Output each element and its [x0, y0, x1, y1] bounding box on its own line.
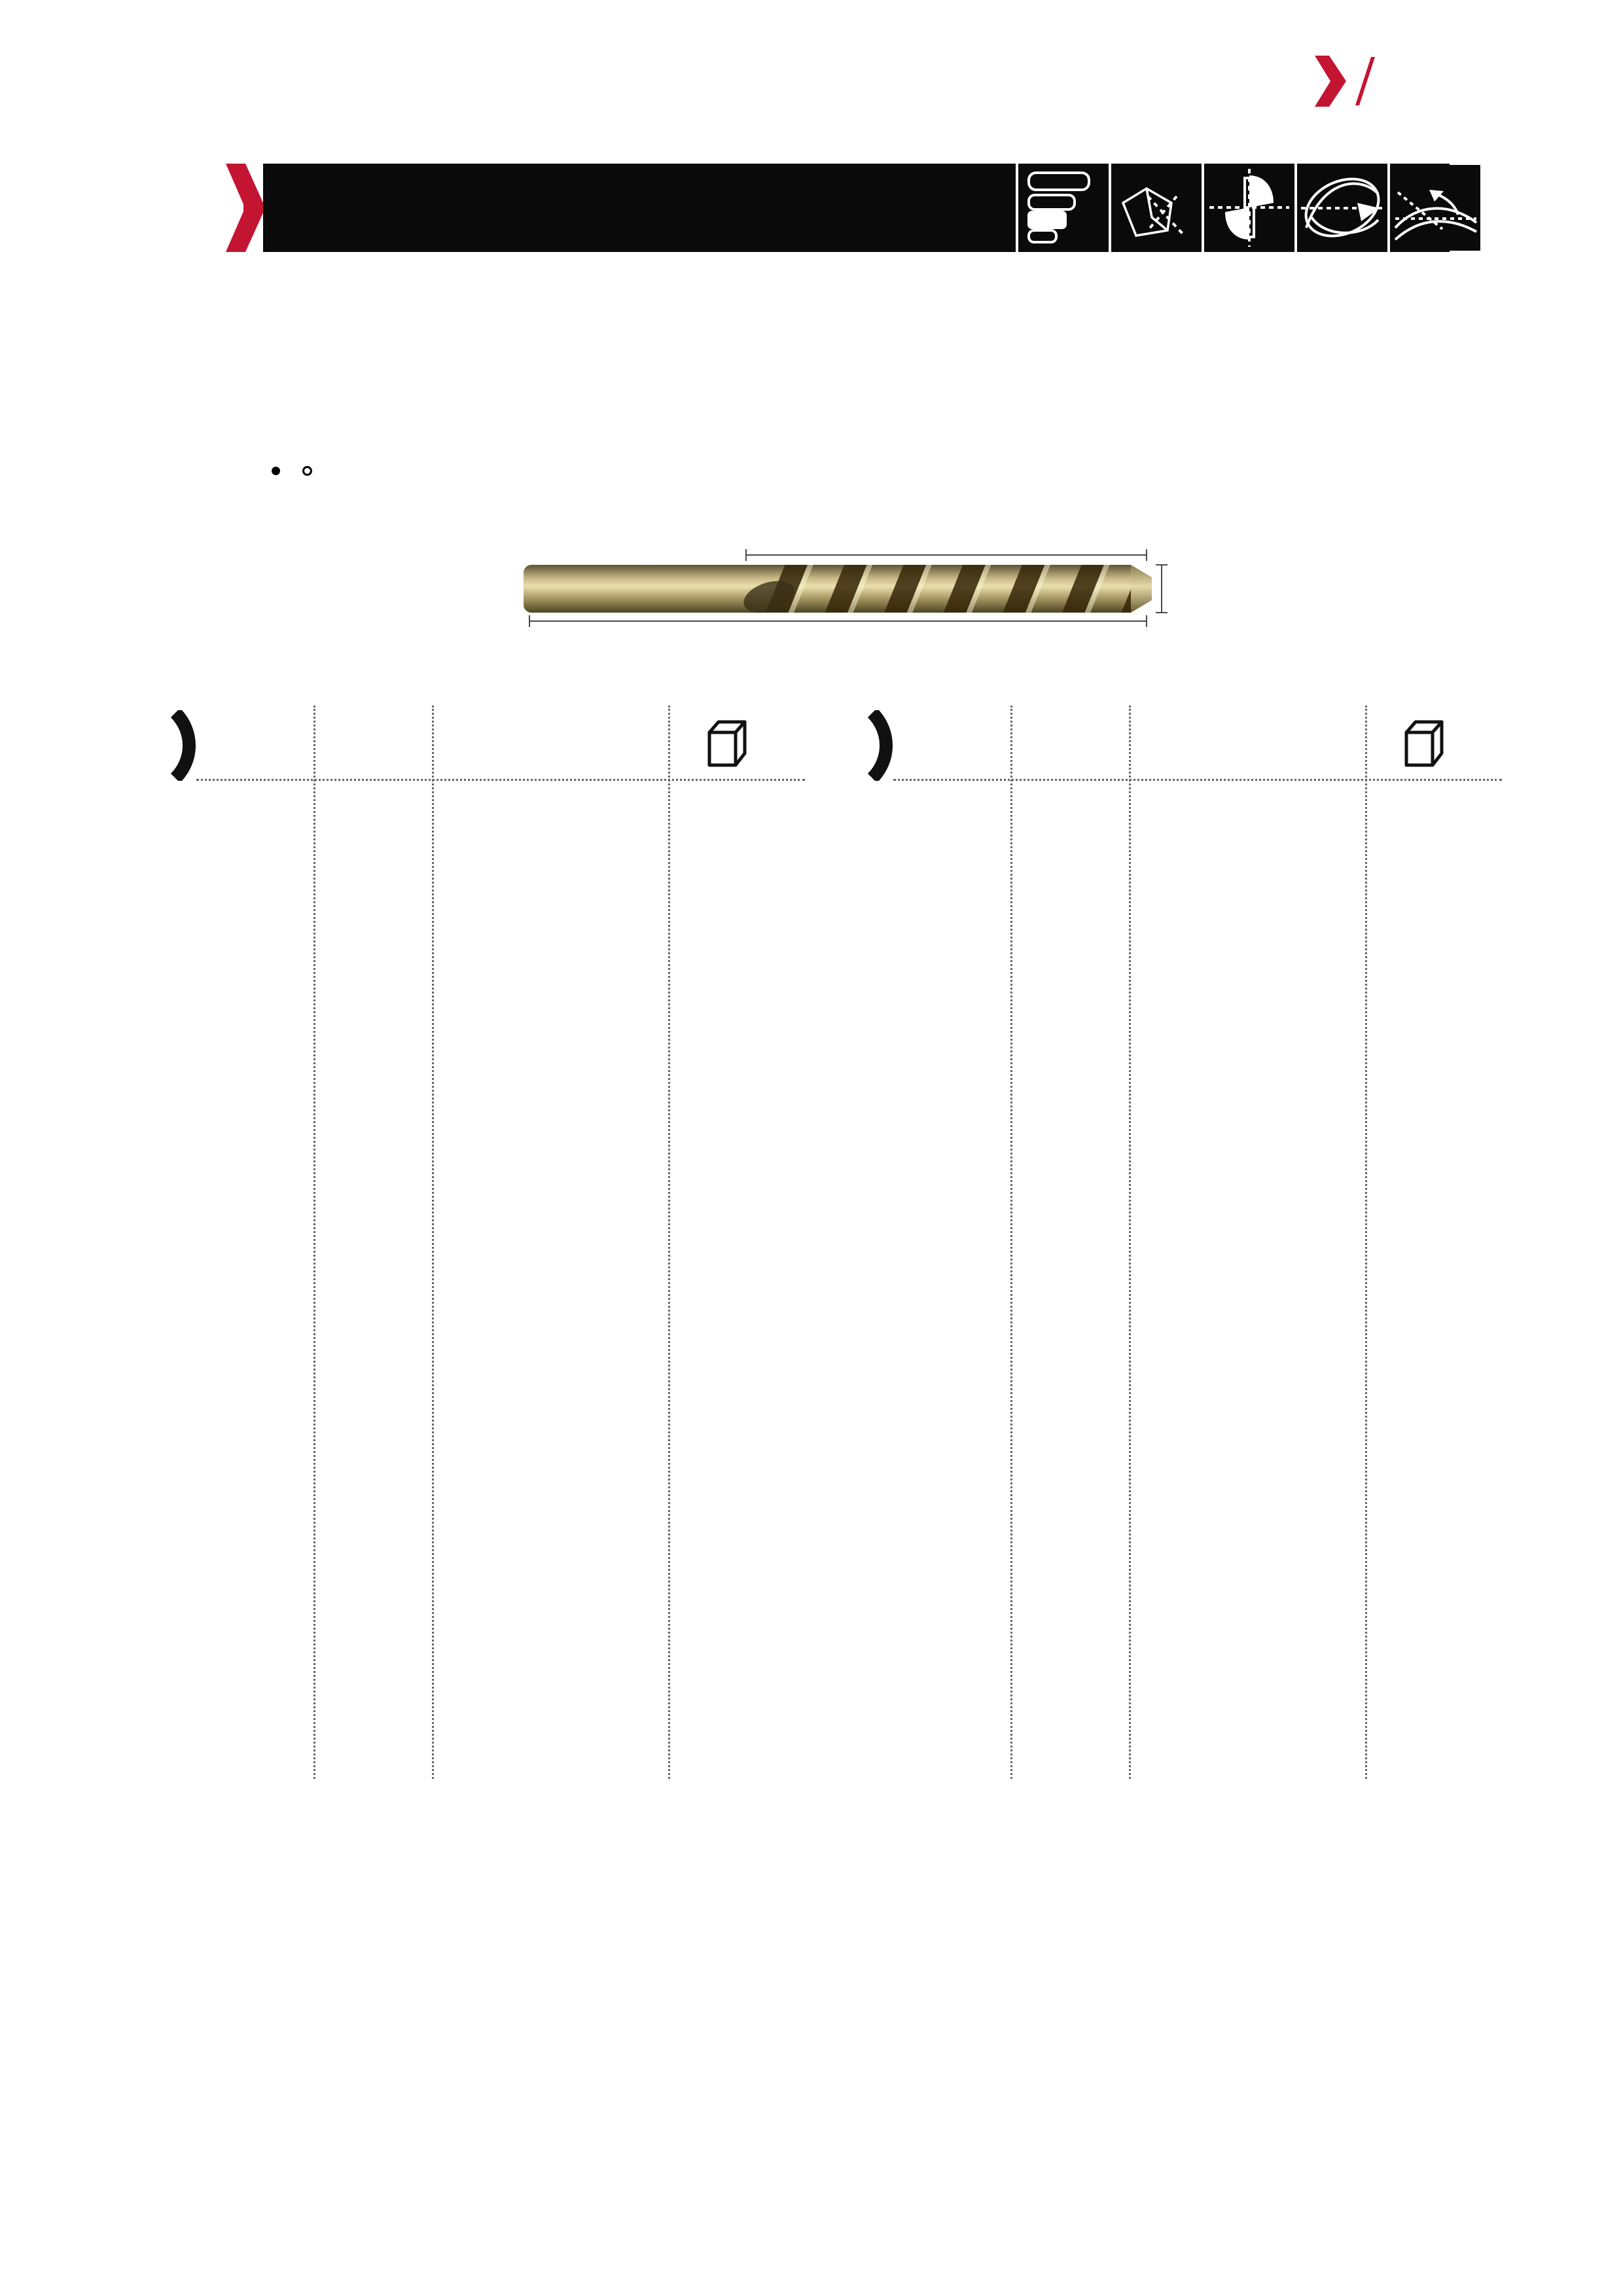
vc-footnote — [265, 466, 319, 476]
package-box-icon — [1402, 718, 1446, 769]
dim-tick — [1156, 564, 1168, 565]
icon-separator — [1387, 164, 1390, 252]
dim-tick — [1146, 549, 1147, 561]
drill-tip-image — [1131, 565, 1152, 613]
price-table-header-left — [196, 708, 785, 779]
dim-line-l — [745, 554, 1147, 556]
alternative-dot-icon — [302, 466, 312, 476]
helix-angle-30-icon — [1390, 165, 1480, 251]
col-header-flute-length — [550, 708, 668, 779]
column-divider — [432, 706, 434, 1779]
column-divider — [1010, 706, 1012, 1779]
logo-slash — [1355, 57, 1375, 105]
col-header-price — [313, 708, 432, 779]
shank-profile-icon — [1018, 165, 1109, 251]
icon-separator — [1294, 164, 1297, 252]
product-chevron-icon — [226, 164, 265, 252]
package-box-icon — [705, 718, 749, 769]
column-divider — [1129, 706, 1131, 1779]
col-header-diameter — [893, 708, 1010, 779]
column-divider — [313, 706, 315, 1779]
col-header-package — [668, 708, 785, 779]
col-header-total-length — [1129, 708, 1247, 779]
column-divider — [668, 706, 670, 1779]
optima-dot-icon — [272, 467, 280, 475]
col-header-price — [1010, 708, 1129, 779]
dim-tick — [529, 615, 530, 627]
point-angle-135-icon — [1111, 165, 1202, 251]
icon-separator — [1016, 164, 1018, 252]
drill-flutes-image — [754, 565, 1131, 613]
materials-header-table — [265, 257, 1450, 330]
dim-tick — [1146, 615, 1147, 627]
col-header-package — [1365, 708, 1482, 779]
icon-separator — [1202, 164, 1204, 252]
col-header-flute-length — [1247, 708, 1365, 779]
header-divider — [893, 779, 1502, 781]
cross-section-icon — [1204, 165, 1294, 251]
column-divider — [1365, 706, 1367, 1779]
dim-tick — [1156, 612, 1168, 613]
price-table-header-right — [893, 708, 1482, 779]
dim-tick — [745, 549, 747, 561]
dim-line-dia — [1161, 564, 1162, 613]
table-chevron-icon — [170, 710, 196, 781]
tip-face-icon — [1297, 165, 1387, 251]
brand-logo — [1312, 56, 1375, 107]
col-header-diameter — [196, 708, 313, 779]
header-divider — [196, 779, 805, 781]
col-header-total-length — [432, 708, 550, 779]
drill-shank-image — [524, 565, 754, 613]
dim-line-L — [529, 620, 1147, 622]
logo-chevron-icon — [1312, 56, 1347, 107]
table-chevron-icon — [867, 710, 893, 781]
icon-separator — [1109, 164, 1111, 252]
